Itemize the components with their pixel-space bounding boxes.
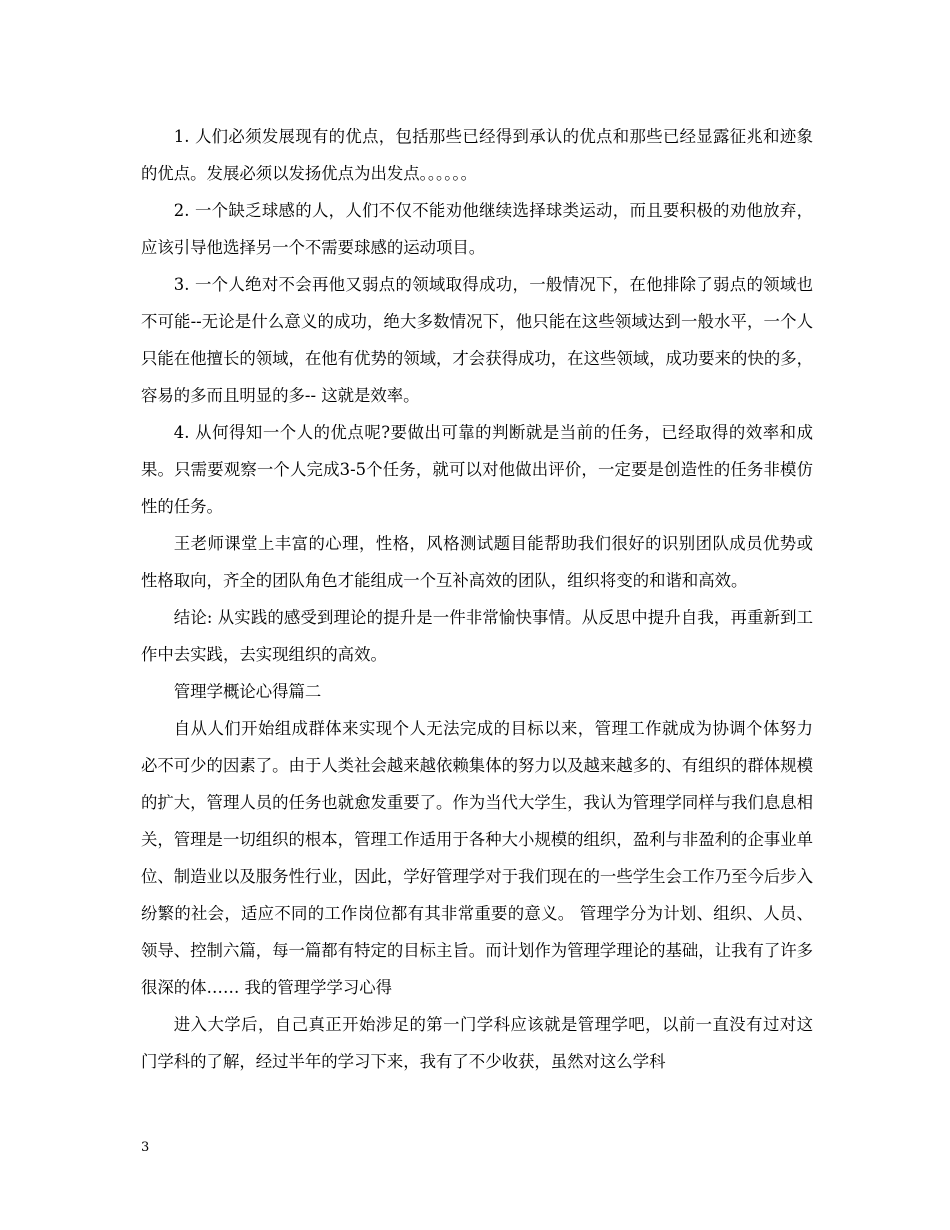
paragraph-3: 3. 一个人绝对不会再他又弱点的领域取得成功，一般情况下，在他排除了弱点的领域也不可能--无论是什么意义的成功，绝大多数情况下，他只能在这些领域达到一般水平，一个人只能在他擅长的领域，在他有优势的领域，才会获得成功，在这些领域，成功要来的快的多，容易的多而且明显的多-- 这就是效率。 xyxy=(141,275,814,405)
page-number: 3 xyxy=(141,1140,150,1155)
paragraph-1: 1. 人们必须发展现有的优点，包括那些已经得到承认的优点和那些已经显露征兆和迹象的优点。发展必须以发扬优点为出发点。。。。。。 xyxy=(141,127,813,183)
paragraph-conclusion: 结论: 从实践的感受到理论的提升是一件非常愉快事情。从反思中提升自我，再重新到工作中去实践，去实现组织的高效。 xyxy=(141,608,813,664)
paragraph-7: 自从人们开始组成群体来实现个人无法完成的目标以来，管理工作就成为协调个体努力必不可少的因素了。由于人类社会越来越依赖集体的努力以及越来越多的、有组织的群体规模的扩大，管理人员的任务也就愈发重要了。作为当代大学生，我认为管理学同样与我们息息相关，管理是一切组织的根本，管理工作适用于各种大小规模的组织，盈利与非盈利的企事业单位、制造业以及服务性行业，因此，学好管理学对于我们现在的一些学生会工作乃至今后步入纷繁的社会，适应不同的工作岗位都有其非常重要的意义。 管理学分为计划、组织、人员、领导、控制六篇，每一篇都有特定的目标主旨。而计划作为管理学理论的基础，让我有了许多很深的体…… 我的管理学学习心得 xyxy=(141,719,814,997)
document-body xyxy=(141,118,813,1080)
section-heading: 管理学概论心得篇二 xyxy=(173,682,322,701)
paragraph-2: 2. 一个缺乏球感的人，人们不仅不能劝他继续选择球类运动，而且要积极的劝他放弃，应该引导他选择另一个不需要球感的运动项目。 xyxy=(141,201,813,257)
paragraph-8: 进入大学后，自己真正开始涉足的第一门学科应该就是管理学吧，以前一直没有过对这门学科的了解，经过半年的学习下来，我有了不少收获，虽然对这么学科 xyxy=(141,1015,813,1071)
paragraph-5: 王老师课堂上丰富的心理，性格，风格测试题目能帮助我们很好的识别团队成员优势或性格取向，齐全的团队角色才能组成一个互补高效的团队，组织将变的和谐和高效。 xyxy=(141,534,813,590)
paragraph-4: 4. 从何得知一个人的优点呢?要做出可靠的判断就是当前的任务，已经取得的效率和成果。只需要观察一个人完成3-5个任务，就可以对他做出评价，一定要是创造性的任务非模仿性的任务。 xyxy=(141,423,813,516)
